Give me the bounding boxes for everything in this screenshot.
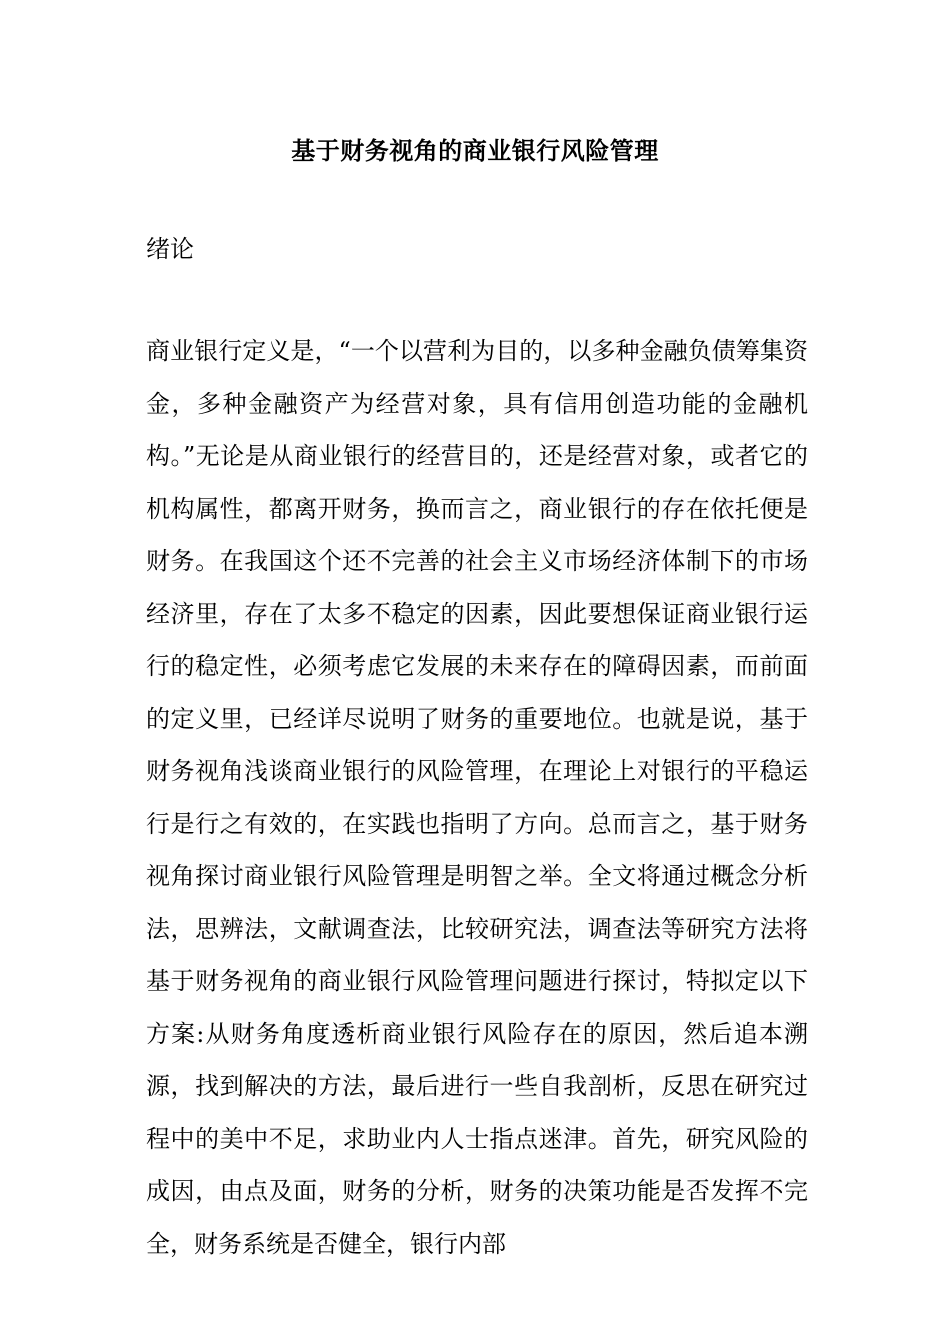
document-title: 基于财务视角的商业银行风险管理 xyxy=(291,136,659,165)
body-paragraph: 商业银行定义是，“一个以营利为目的，以多种金融负债筹集资金，多种金融资产为经营对象，具有信用创造功能的金融机构。”无论是从商业银行的经营目的，还是经营对象，或者它的机构属性，都离开财务，换而言之，商业银行的存在依托便是财务。在我国这个还不完善的社会主义市场经济体制下的市场经济里，存在了太多不稳定的因素，因此要想保证商业银行运行的稳定性，必须考虑它发展的未来存在的障碍因素，而前面的定义里，已经详尽说明了财务的重要地位。也就是说，基于财务视角浅谈商业银行的风险管理，在理论上对银行的平稳运行是行之有效的，在实践也指明了方向。总而言之，基于财务视角探讨商业银行风险管理是明智之举。全文将通过概念分析法，思辨法，文献调查法，比较研究法，调查法等研究方法将基于财务视角的商业银行风险管理问题进行探讨，特拟定以下方案:从财务角度透析商业银行风险存在的原因，然后追本溯源，找到解决的方法，最后进行一些自我剖析，反思在研究过程中的美中不足，求助业内人士指点迷津。首先，研究风险的成因，由点及面，财务的分析，财务的决策功能是否发挥不完全，财务系统是否健全，银行内部 xyxy=(146,337,808,1258)
section-heading: 绪论 xyxy=(146,235,194,263)
